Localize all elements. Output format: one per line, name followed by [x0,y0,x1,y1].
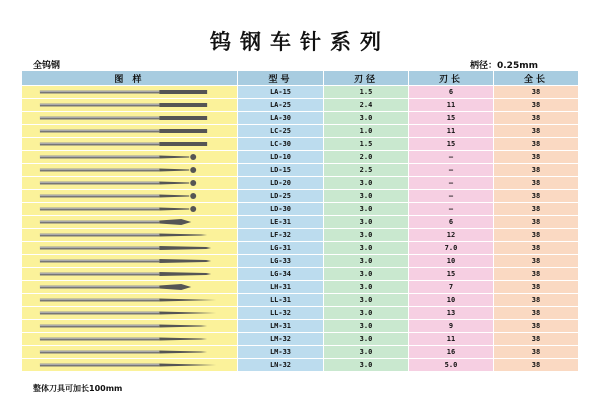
table-row [22,333,579,346]
tool-image-cell [22,203,238,216]
table-row [22,294,579,307]
table-row [22,138,579,151]
length-cell: — [409,190,494,203]
total-length-cell: 38 [494,164,579,177]
model-cell: LL-31 [238,294,324,307]
diameter-cell: 3.0 [324,307,409,320]
length-cell: 5.0 [409,359,494,372]
tool-icon [22,359,237,371]
table-row [22,242,579,255]
tool-image-cell [22,229,238,242]
tool-icon [22,242,237,254]
header-image: 图 样 [22,71,238,86]
tool-icon [22,151,237,163]
diameter-cell: 3.0 [324,255,409,268]
tool-icon [22,203,237,215]
header-diameter: 刃径 [324,71,409,86]
total-length-cell: 38 [494,190,579,203]
model-cell: LD-10 [238,151,324,164]
table-row [22,99,579,112]
model-cell: LF-32 [238,229,324,242]
diameter-cell: 2.5 [324,164,409,177]
diameter-cell: 3.0 [324,112,409,125]
table-body [22,86,579,372]
total-length-cell: 38 [494,359,579,372]
total-length-cell: 38 [494,294,579,307]
material-label: 全钨钢 [33,61,61,71]
tool-image-cell [22,138,238,151]
tool-image-cell [22,151,238,164]
length-cell: 15 [409,112,494,125]
total-length-cell: 38 [494,268,579,281]
tool-image-cell [22,99,238,112]
length-cell: 12 [409,229,494,242]
tool-icon [22,99,237,111]
model-cell: LA-15 [238,86,324,99]
diameter-cell: 2.0 [324,151,409,164]
tool-image-cell [22,177,238,190]
total-length-cell: 38 [494,229,579,242]
header-total: 全长 [494,71,579,86]
length-cell: — [409,177,494,190]
tool-icon [22,125,237,137]
model-cell: LD-30 [238,203,324,216]
tool-image-cell [22,164,238,177]
diameter-cell: 3.0 [324,177,409,190]
table-row [22,177,579,190]
diameter-cell: 3.0 [324,333,409,346]
tool-icon [22,281,237,293]
table-row [22,190,579,203]
tool-image-cell [22,333,238,346]
tool-icon [22,216,237,228]
diameter-cell: 3.0 [324,242,409,255]
model-cell: LC-25 [238,125,324,138]
tool-icon [22,177,237,189]
tool-icon [22,255,237,267]
table-row [22,281,579,294]
diameter-cell: 3.0 [324,216,409,229]
table-row [22,255,579,268]
tool-image-cell [22,320,238,333]
table-row [22,164,579,177]
total-length-cell: 38 [494,86,579,99]
length-cell: — [409,151,494,164]
length-cell: 9 [409,320,494,333]
diameter-cell: 1.0 [324,125,409,138]
length-cell: 7 [409,281,494,294]
table-row [22,125,579,138]
total-length-cell: 38 [494,333,579,346]
model-cell: LG-33 [238,255,324,268]
tool-image-cell [22,255,238,268]
total-length-cell: 38 [494,112,579,125]
total-length-cell: 38 [494,216,579,229]
tool-icon [22,190,237,202]
diameter-cell: 1.5 [324,138,409,151]
model-cell: LC-30 [238,138,324,151]
table-row [22,268,579,281]
diameter-cell: 3.0 [324,359,409,372]
tool-icon [22,86,237,98]
table-row [22,151,579,164]
tool-icon [22,307,237,319]
table-header-row [22,71,579,86]
model-cell: LA-25 [238,99,324,112]
diameter-cell: 3.0 [324,268,409,281]
model-cell: LD-25 [238,190,324,203]
total-length-cell: 38 [494,320,579,333]
table-row [22,203,579,216]
tool-icon [22,138,237,150]
diameter-cell: 3.0 [324,203,409,216]
length-cell: 16 [409,346,494,359]
model-cell: LH-31 [238,281,324,294]
model-cell: LM-32 [238,333,324,346]
tool-icon [22,164,237,176]
total-length-cell: 38 [494,242,579,255]
diameter-cell: 1.5 [324,86,409,99]
tool-image-cell [22,281,238,294]
model-cell: LN-32 [238,359,324,372]
header-model: 型号 [238,71,324,86]
tool-image-cell [22,112,238,125]
diameter-cell: 3.0 [324,294,409,307]
model-cell: LM-31 [238,320,324,333]
total-length-cell: 38 [494,346,579,359]
tool-image-cell [22,294,238,307]
length-cell: 10 [409,294,494,307]
total-length-cell: 38 [494,307,579,320]
length-cell: 15 [409,138,494,151]
total-length-cell: 38 [494,203,579,216]
tool-image-cell [22,125,238,138]
length-cell: 11 [409,99,494,112]
tool-image-cell [22,216,238,229]
length-cell: 15 [409,268,494,281]
page-title: 钨钢车针系列 [210,30,390,54]
length-cell: 6 [409,216,494,229]
model-cell: LE-31 [238,216,324,229]
total-length-cell: 38 [494,138,579,151]
model-cell: LD-15 [238,164,324,177]
model-cell: LL-32 [238,307,324,320]
tool-image-cell [22,268,238,281]
tool-icon [22,229,237,241]
tool-icon [22,294,237,306]
tool-icon [22,268,237,280]
spec-table [21,70,579,372]
length-cell: 11 [409,125,494,138]
tool-image-cell [22,190,238,203]
table-row [22,112,579,125]
length-cell: — [409,164,494,177]
tool-image-cell [22,346,238,359]
model-cell: LA-30 [238,112,324,125]
table-row [22,359,579,372]
table-row [22,346,579,359]
length-cell: 10 [409,255,494,268]
tool-image-cell [22,86,238,99]
total-length-cell: 38 [494,255,579,268]
shank-diameter-label: 柄径：0.25mm [470,61,538,71]
tool-image-cell [22,242,238,255]
diameter-cell: 3.0 [324,281,409,294]
header-length: 刃长 [409,71,494,86]
table-row [22,320,579,333]
table-row [22,229,579,242]
table-row [22,86,579,99]
total-length-cell: 38 [494,125,579,138]
diameter-cell: 3.0 [324,229,409,242]
length-cell: — [409,203,494,216]
tool-icon [22,346,237,358]
footer-note: 整体刀具可加长100mm [33,384,123,393]
length-cell: 11 [409,333,494,346]
length-cell: 13 [409,307,494,320]
tool-image-cell [22,307,238,320]
total-length-cell: 38 [494,281,579,294]
model-cell: LM-33 [238,346,324,359]
diameter-cell: 3.0 [324,320,409,333]
length-cell: 7.0 [409,242,494,255]
tool-icon [22,320,237,332]
diameter-cell: 2.4 [324,99,409,112]
tool-image-cell [22,359,238,372]
model-cell: LD-20 [238,177,324,190]
total-length-cell: 38 [494,177,579,190]
tool-icon [22,333,237,345]
length-cell: 6 [409,86,494,99]
table-row [22,307,579,320]
total-length-cell: 38 [494,99,579,112]
diameter-cell: 3.0 [324,190,409,203]
table-row [22,216,579,229]
model-cell: LG-31 [238,242,324,255]
total-length-cell: 38 [494,151,579,164]
model-cell: LG-34 [238,268,324,281]
tool-icon [22,112,237,124]
diameter-cell: 3.0 [324,346,409,359]
